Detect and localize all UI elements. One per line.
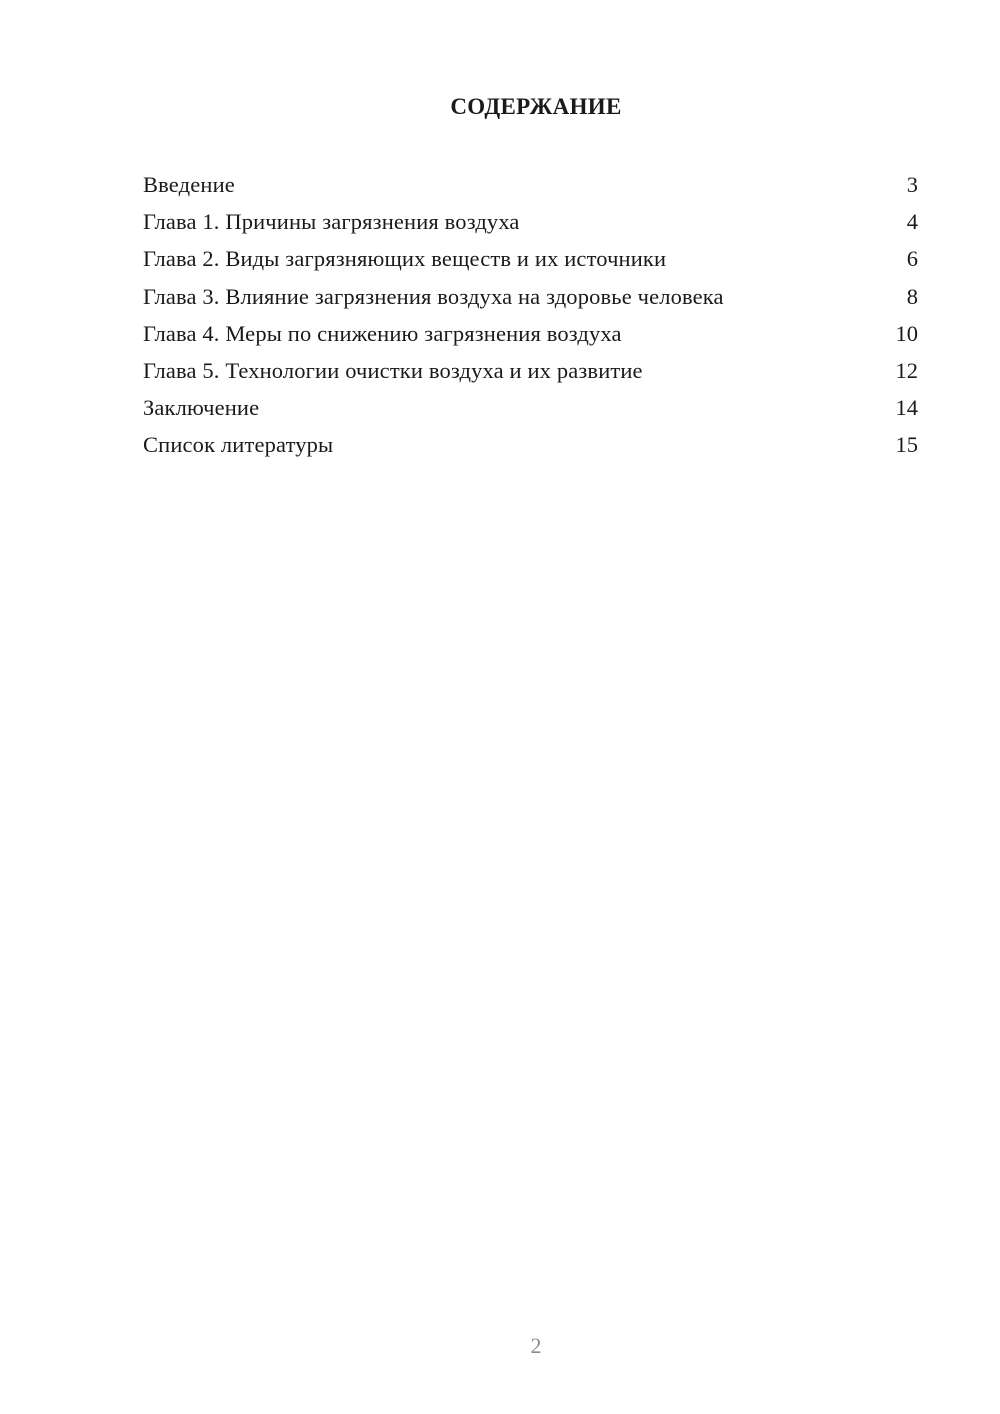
toc-entry-page: 8 [906,283,918,309]
toc-entry-label: Глава 2. Виды загрязняющих веществ и их источники [143,246,667,272]
toc-entry-page: 15 [895,432,918,458]
toc-entry-chapter-1[interactable] [143,207,918,244]
toc-entry-page: 4 [906,209,918,235]
toc-entry-chapter-5[interactable] [143,356,918,393]
toc-entry-conclusion[interactable] [143,393,918,430]
page-number: 2 [530,1333,542,1358]
toc-entry-page: 12 [895,357,918,383]
toc-entry-label: Введение [143,172,235,197]
page-title: СОДЕРЖАНИЕ [450,94,622,119]
toc-entry-label: Заключение [143,395,260,421]
toc-entry-page: 14 [895,395,918,421]
toc-entry-label: Глава 5. Технологии очистки воздуха и их развитие [143,357,643,383]
toc-entry-chapter-2[interactable] [143,244,918,281]
toc-entry-page: 3 [906,172,918,197]
toc-entry-chapter-3[interactable] [143,282,918,319]
toc-entry-label: Глава 3. Влияние загрязнения воздуха на здоровье человека [143,283,724,309]
toc-entry-chapter-4[interactable] [143,319,918,356]
toc-entry-label: Список литературы [143,432,334,458]
toc-entry-references[interactable] [143,430,918,467]
table-of-contents [143,170,918,468]
toc-entry-label: Глава 4. Меры по снижению загрязнения воздуха [143,320,622,346]
toc-entry-introduction[interactable] [143,170,918,207]
toc-entry-page: 10 [895,320,918,346]
toc-entry-page: 6 [906,246,918,272]
toc-entry-label: Глава 1. Причины загрязнения воздуха [143,209,520,235]
